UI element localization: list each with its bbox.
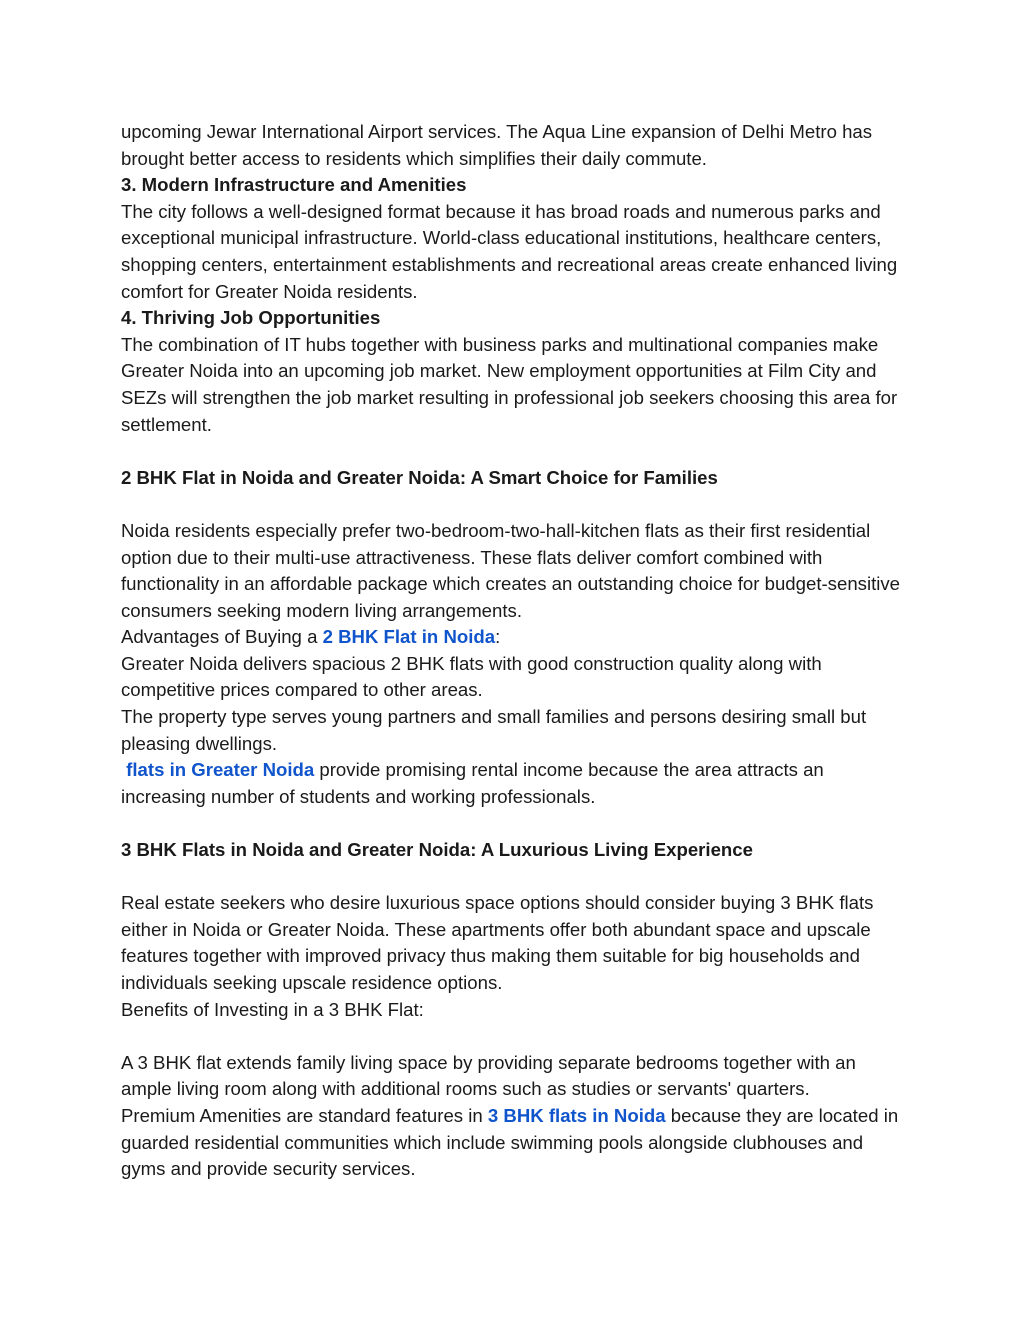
- document-page: [121, 119, 911, 1183]
- three-bhk-point-2: [121, 1103, 911, 1183]
- two-bhk-paragraph: Noida residents especially prefer two-bedroom-two-hall-kitchen flats as their first residential option due to their multi-use attractiveness. These flats deliver comfort combined with functionality in an affordable package which creates an outstanding choice for budget-sensitive consumers seeking modern living arrangements.: [121, 519, 901, 621]
- two-bhk-point-1: Greater Noida delivers spacious 2 BHK flats with good construction quality along with competitive prices compared to other areas.: [121, 652, 822, 701]
- infrastructure-paragraph: The city follows a well-designed format because it has broad roads and numerous parks and exceptional municipal infrastructure. World-class educational institutions, healthcare centers, shopping centers, entertainment establishments and recreational areas create enhanced living comfort for Greater Noida residents.: [121, 200, 898, 302]
- spacer: [121, 864, 911, 891]
- intro-paragraph: upcoming Jewar International Airport services. The Aqua Line expansion of Delhi Metro has brought better access to residents which simplifies their daily commute.: [121, 121, 873, 169]
- point-2-prefix: Premium Amenities are standard features in: [121, 1104, 488, 1126]
- jobs-heading: 4. Thriving Job Opportunities: [121, 307, 381, 329]
- spacer: [121, 438, 911, 465]
- three-bhk-paragraph: Real estate seekers who desire luxurious space options should consider buying 3 BHK flats either in Noida or Greater Noida. These apartments offer both abundant space and upscale features together with improved privacy thus making them suitable for big households and individuals seeking upscale residence options.: [121, 892, 874, 993]
- three-bhk-point-1: A 3 BHK flat extends family living space by providing separate bedrooms together with an ample living room along with additional rooms such as studies or servants' quarters.: [121, 1051, 856, 1100]
- spacer: [121, 1023, 911, 1050]
- spacer: [121, 810, 911, 837]
- three-bhk-benefits-line: Benefits of Investing in a 3 BHK Flat:: [121, 998, 424, 1020]
- jobs-paragraph: The combination of IT hubs together with business parks and multinational companies make Greater Noida into an upcoming job market. New employment opportunities at Film City and SEZs will strengthen the job market resulting in professional job seekers choosing this area for settlement.: [121, 333, 898, 435]
- three-bhk-flats-link[interactable]: 3 BHK flats in Noida: [487, 1104, 666, 1126]
- advantages-suffix: :: [495, 626, 501, 648]
- point-2-suffix: because they are located in guarded residential communities which include swimming pools alongside clubhouses and gyms and provide security services.: [121, 1104, 899, 1180]
- spacer: [121, 491, 911, 518]
- two-bhk-point-3: [121, 757, 911, 810]
- two-bhk-flat-link[interactable]: 2 BHK Flat in Noida: [322, 626, 496, 648]
- two-bhk-advantages-line: [121, 624, 911, 651]
- three-bhk-heading: 3 BHK Flats in Noida and Greater Noida: A Luxurious Living Experience: [121, 839, 753, 861]
- two-bhk-heading: 2 BHK Flat in Noida and Greater Noida: A Smart Choice for Families: [121, 466, 718, 488]
- point-3-suffix: provide promising rental income because the area attracts an increasing number of students and working professionals.: [121, 759, 824, 807]
- advantages-prefix: Advantages of Buying a: [121, 626, 323, 648]
- flats-greater-noida-link[interactable]: flats in Greater Noida: [126, 759, 315, 781]
- two-bhk-point-2: The property type serves young partners and small families and persons desiring small but pleasing dwellings.: [121, 706, 867, 754]
- infrastructure-heading: 3. Modern Infrastructure and Amenities: [121, 174, 467, 196]
